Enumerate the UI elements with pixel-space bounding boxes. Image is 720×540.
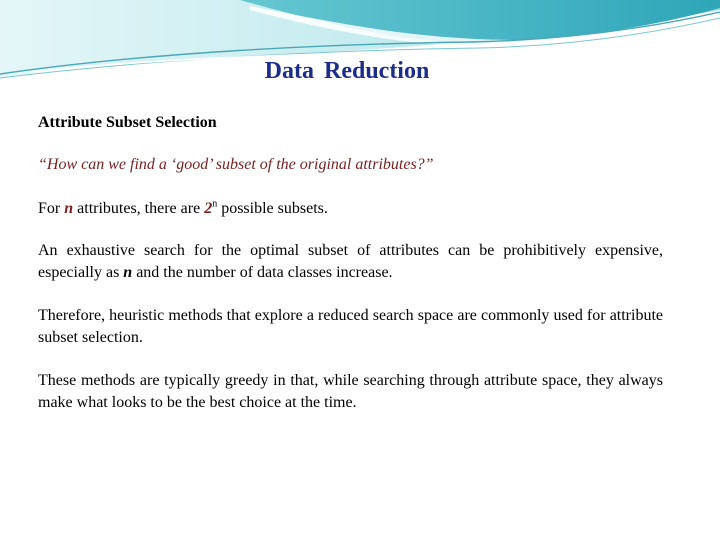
heuristic-methods-paragraph: Therefore, heuristic methods that explore a reduced search space are commonly used for attribute subset selection.	[38, 307, 663, 346]
greedy-methods-paragraph: These methods are typically greedy in that, while searching through attribute space, they always make what looks to be the best choice at the time.	[38, 372, 663, 411]
exhaustive-search-paragraph	[38, 240, 663, 284]
slide-title: Data Reduction	[264, 58, 430, 84]
variable-n: n	[64, 200, 74, 217]
subsets-statement	[38, 198, 663, 220]
subsets-prefix: For	[38, 200, 65, 217]
exhaustive-text-after: and the number of data classes increase.	[132, 264, 393, 281]
section-heading: Attribute Subset Selection	[38, 114, 217, 131]
question-text: “How can we find a ‘good’ subset of the original attributes?”	[38, 156, 434, 173]
exhaustive-text-before: An exhaustive search for the optimal subset of attributes can be prohibitively expensive, especially as	[38, 242, 663, 281]
power-exponent: n	[212, 198, 218, 210]
power-base: 2	[204, 200, 213, 217]
subsets-suffix: possible subsets.	[217, 200, 328, 217]
slide-content	[38, 112, 663, 414]
subsets-middle: attributes, there are	[73, 200, 205, 217]
variable-n-inline: n	[123, 264, 133, 281]
